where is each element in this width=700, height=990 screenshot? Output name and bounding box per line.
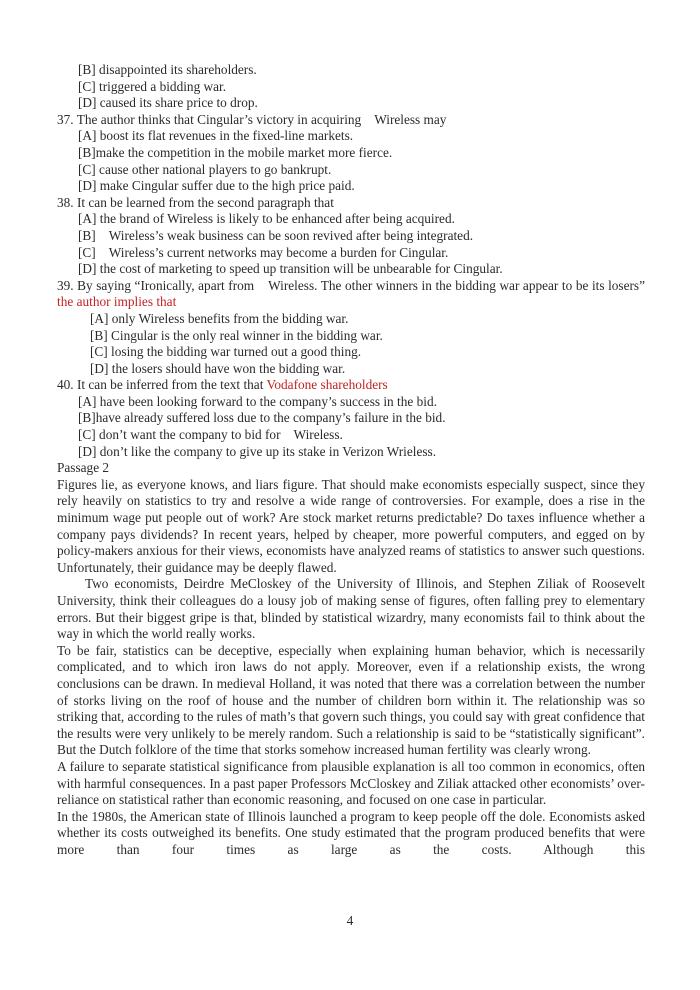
- text-segment: [A] the brand of Wireless is likely to be enhanced after being acquired.: [78, 211, 455, 227]
- question-38-option-d: [57, 261, 645, 278]
- passage-2-heading: [57, 460, 645, 477]
- question-40-option-b: [57, 410, 645, 427]
- passage-2-paragraph-1: [57, 477, 645, 577]
- text-segment: [A] boost its flat revenues in the fixed-line markets.: [78, 128, 354, 144]
- text-segment: [B] Cingular is the only real winner in the bidding war.: [90, 327, 383, 343]
- text-segment: [B] disappointed its shareholders.: [78, 62, 257, 77]
- text-segment: Figures lie, as everyone knows, and liars figure. That should make economists especially suspect, since they rely heavily on statistics to try and resolve a wide range of controversies. For example, does a rise in the minimum wage put people out of work? Are stock market returns predictable? Do taxes influence whether a company pays dividends? In recent years, helped by cheaper, more powerful computers, and egged on by policy-makers anxious for their views, economists have analyzed reams of statistics to answer such questions. Unfortunately, their guidance may be deeply flawed.: [57, 476, 645, 575]
- question-39-option-b: [57, 328, 645, 345]
- text-segment: 39. By saying “Ironically, apart from Wireless. The other winners in the bidding war appear to be its losers”: [57, 277, 645, 293]
- question-38-option-b: [57, 228, 645, 245]
- question-37-stem: [57, 112, 645, 129]
- document-content: [57, 62, 645, 859]
- text-segment: Two economists, Deirdre MeCloskey of the University of Illinois, and Stephen Ziliak of Roosevelt University, think their colleagues do a lousy job of making sense of figures, often falling prey to elementary errors. But their biggest gripe is that, blinded by statistical wizardry, many economists fail to think about the way in which the world really works.: [57, 576, 645, 642]
- question-37-option-c: [57, 162, 645, 179]
- text-segment: [C] don’t want the company to bid for Wireless.: [78, 427, 343, 443]
- question-40-stem: [57, 377, 645, 394]
- question-40-option-c: [57, 427, 645, 444]
- text-segment: [A] only Wireless benefits from the bidding war.: [90, 310, 349, 326]
- text-segment: [C] losing the bidding war turned out a good thing.: [90, 344, 362, 360]
- text-segment: [D] caused its share price to drop.: [78, 95, 258, 111]
- passage-2-paragraph-3: [57, 643, 645, 759]
- question-37-option-d: [57, 178, 645, 195]
- text-segment: [B] Wireless’s weak business can be soon revived after being integrated.: [78, 227, 474, 243]
- question-39-option-c: [57, 344, 645, 361]
- question-37-option-b: [57, 145, 645, 162]
- text-segment: [B]make the competition in the mobile market more fierce.: [78, 144, 393, 160]
- highlighted-text: the author implies that: [57, 294, 177, 310]
- question-39-option-a: [57, 311, 645, 328]
- text-segment: In the 1980s, the American state of Illinois launched a program to keep people off the dole. Economists asked whether its costs outweighed its benefits. One study estimated that the program produced benefits that were more than four times as large as the costs. Although this: [57, 808, 645, 857]
- question-38-option-c: [57, 245, 645, 262]
- question-36-option-d: [57, 95, 645, 112]
- highlighted-text: Vodafone shareholders: [266, 377, 388, 393]
- text-segment: [B]have already suffered loss due to the company’s failure in the bid.: [78, 410, 446, 426]
- text-segment: 40. It can be inferred from the text that: [57, 377, 267, 393]
- passage-2-paragraph-2: [57, 576, 645, 642]
- question-40-option-d: [57, 444, 645, 461]
- text-segment: [D] the cost of marketing to speed up transition will be unbearable for Cingular.: [78, 261, 503, 277]
- text-segment: [D] the losers should have won the bidding war.: [90, 360, 346, 376]
- text-segment: To be fair, statistics can be deceptive, especially when explaining human behavior, which is necessarily complicated, and to which iron laws do not apply. Moreover, even if a relationship exists, the wrong conclusions can be drawn. In medieval Holland, it was noted that there was a correlation between the number of storks living on the roof of house and the number of children born within it. The relationship was so striking that, according to the rules of math’s that govern such things, you could say with great confidence that the results were very unlikely to be merely random. Such a relationship is said to be “statistically significant”. But the Dutch folklore of the time that storks somehow increased human fertility was clearly wrong.: [57, 642, 645, 758]
- passage-2-paragraph-4: [57, 759, 645, 809]
- text-segment: A failure to separate statistical significance from plausible explanation is all too common in economics, often with harmful consequences. In a past paper Professors McCloskey and Ziliak attacked other economists’ over-reliance on statistical rather than economic reasoning, and focused on one case in particular.: [57, 758, 645, 808]
- question-38-stem: [57, 195, 645, 212]
- text-segment: [A] have been looking forward to the company’s success in the bid.: [78, 393, 437, 409]
- text-segment: Passage 2: [57, 460, 110, 476]
- text-segment: 38. It can be learned from the second paragraph that: [57, 194, 334, 210]
- question-40-option-a: [57, 394, 645, 411]
- question-38-option-a: [57, 211, 645, 228]
- text-segment: [C] triggered a bidding war.: [78, 78, 227, 94]
- page-number: 4: [346, 913, 354, 928]
- text-segment: [D] don’t like the company to give up its stake in Verizon Wrieless.: [78, 443, 437, 459]
- text-segment: 37. The author thinks that Cingular’s victory in acquiring Wireless may: [57, 111, 447, 127]
- question-36-option-c: [57, 79, 645, 96]
- text-segment: [C] Wireless’s current networks may become a burden for Cingular.: [78, 244, 449, 260]
- passage-2-paragraph-5: [57, 809, 645, 859]
- question-39-stem: [57, 278, 645, 311]
- text-segment: [D] make Cingular suffer due to the high price paid.: [78, 178, 355, 194]
- text-segment: [C] cause other national players to go bankrupt.: [78, 161, 332, 177]
- question-36-option-b: [57, 62, 645, 79]
- question-37-option-a: [57, 128, 645, 145]
- question-39-option-d: [57, 361, 645, 378]
